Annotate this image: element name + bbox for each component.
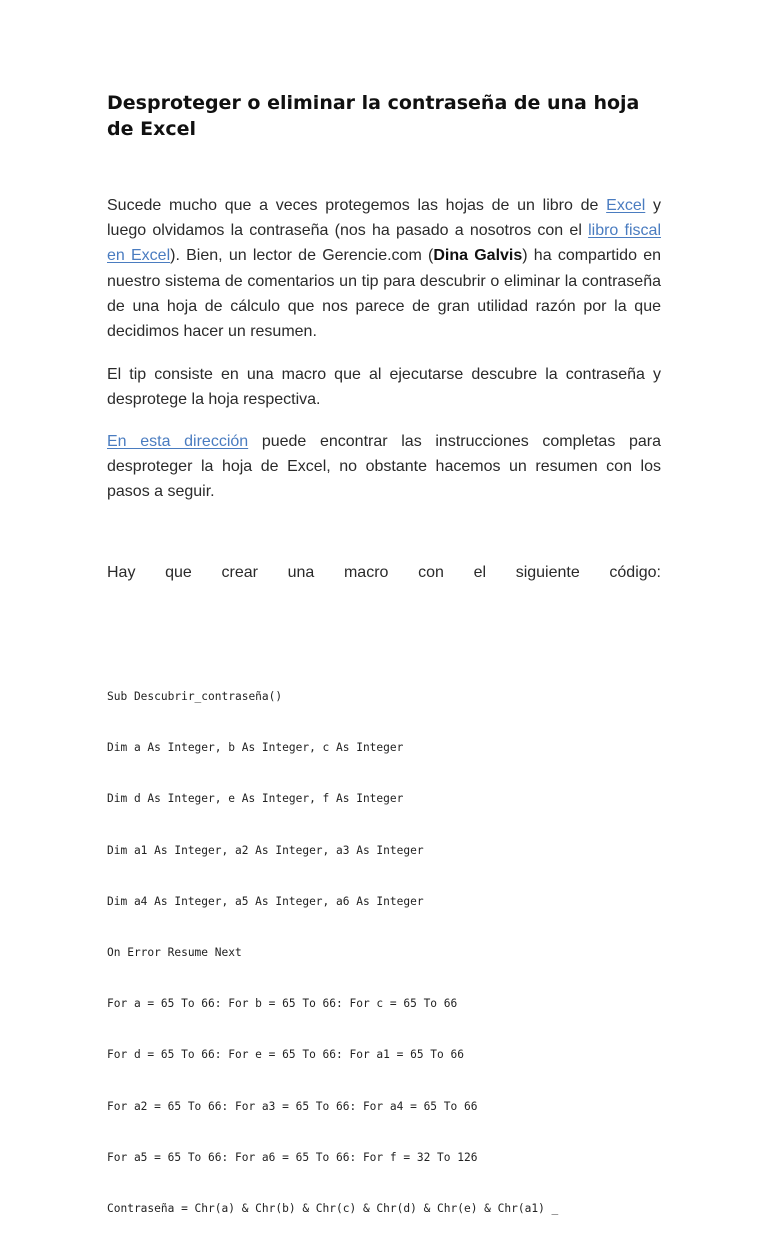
- macro-code-block: [107, 658, 558, 1247]
- code-line: On Error Resume Next: [107, 945, 242, 959]
- code-line: For a5 = 65 To 66: For a6 = 65 To 66: For f = 32 To 126: [107, 1150, 478, 1164]
- code-line: For d = 65 To 66: For e = 65 To 66: For a1 = 65 To 66: [107, 1048, 464, 1062]
- code-line: Dim a As Integer, b As Integer, c As Integer: [107, 741, 404, 755]
- instructions-text: puede encontrar las instrucciones completas para desproteger la hoja de Excel, no obstante hacemos un resumen con los pasos a seguir.: [107, 433, 662, 501]
- reader-name: Dina Galvis: [433, 247, 523, 265]
- article-title: Desproteger o eliminar la contraseña de una hoja de Excel: [107, 92, 640, 140]
- code-line: Sub Descubrir_contraseña(): [107, 690, 283, 703]
- excel-link[interactable]: Excel: [606, 197, 646, 214]
- code-line: Contraseña = Chr(a) & Chr(b) & Chr(c) & Chr(d) & Chr(e) & Chr(a1) _: [107, 1201, 559, 1215]
- intro-text-1: Sucede mucho que a veces protegemos las hojas de un libro de: [107, 197, 607, 214]
- intro-paragraph: [107, 193, 661, 344]
- code-line: For a = 65 To 66: For b = 65 To 66: For c = 65 To 66: [107, 997, 458, 1011]
- direccion-link[interactable]: En esta dirección: [107, 433, 249, 450]
- intro-text-3: ). Bien, un lector de Gerencie.com (: [170, 247, 434, 265]
- libro-fiscal-link[interactable]: libro fiscal en Excel: [107, 222, 661, 265]
- intro-text-2: y luego olvidamos la contraseña (nos ha pasado a nosotros con el: [107, 197, 662, 240]
- macro-intro-paragraph: Hay que crear una macro con el siguiente código:: [107, 564, 661, 581]
- code-line: For a2 = 65 To 66: For a3 = 65 To 66: For a4 = 65 To 66: [107, 1099, 478, 1113]
- code-line: Dim a1 As Integer, a2 As Integer, a3 As Integer: [107, 843, 424, 857]
- intro-text-4: ) ha compartido en nuestro sistema de comentarios un tip para descubrir o eliminar la contraseña de una hoja de cálculo que nos parece de gran utilidad razón por la que decidimos hacer un resumen.: [107, 247, 661, 341]
- tip-paragraph: El tip consiste en una macro que al ejecutarse descubre la contraseña y desprotege la hoja respectiva.: [107, 366, 661, 409]
- instructions-paragraph: [107, 429, 661, 505]
- code-line: Dim a4 As Integer, a5 As Integer, a6 As Integer: [107, 894, 424, 908]
- code-line: Dim d As Integer, e As Integer, f As Integer: [107, 792, 404, 806]
